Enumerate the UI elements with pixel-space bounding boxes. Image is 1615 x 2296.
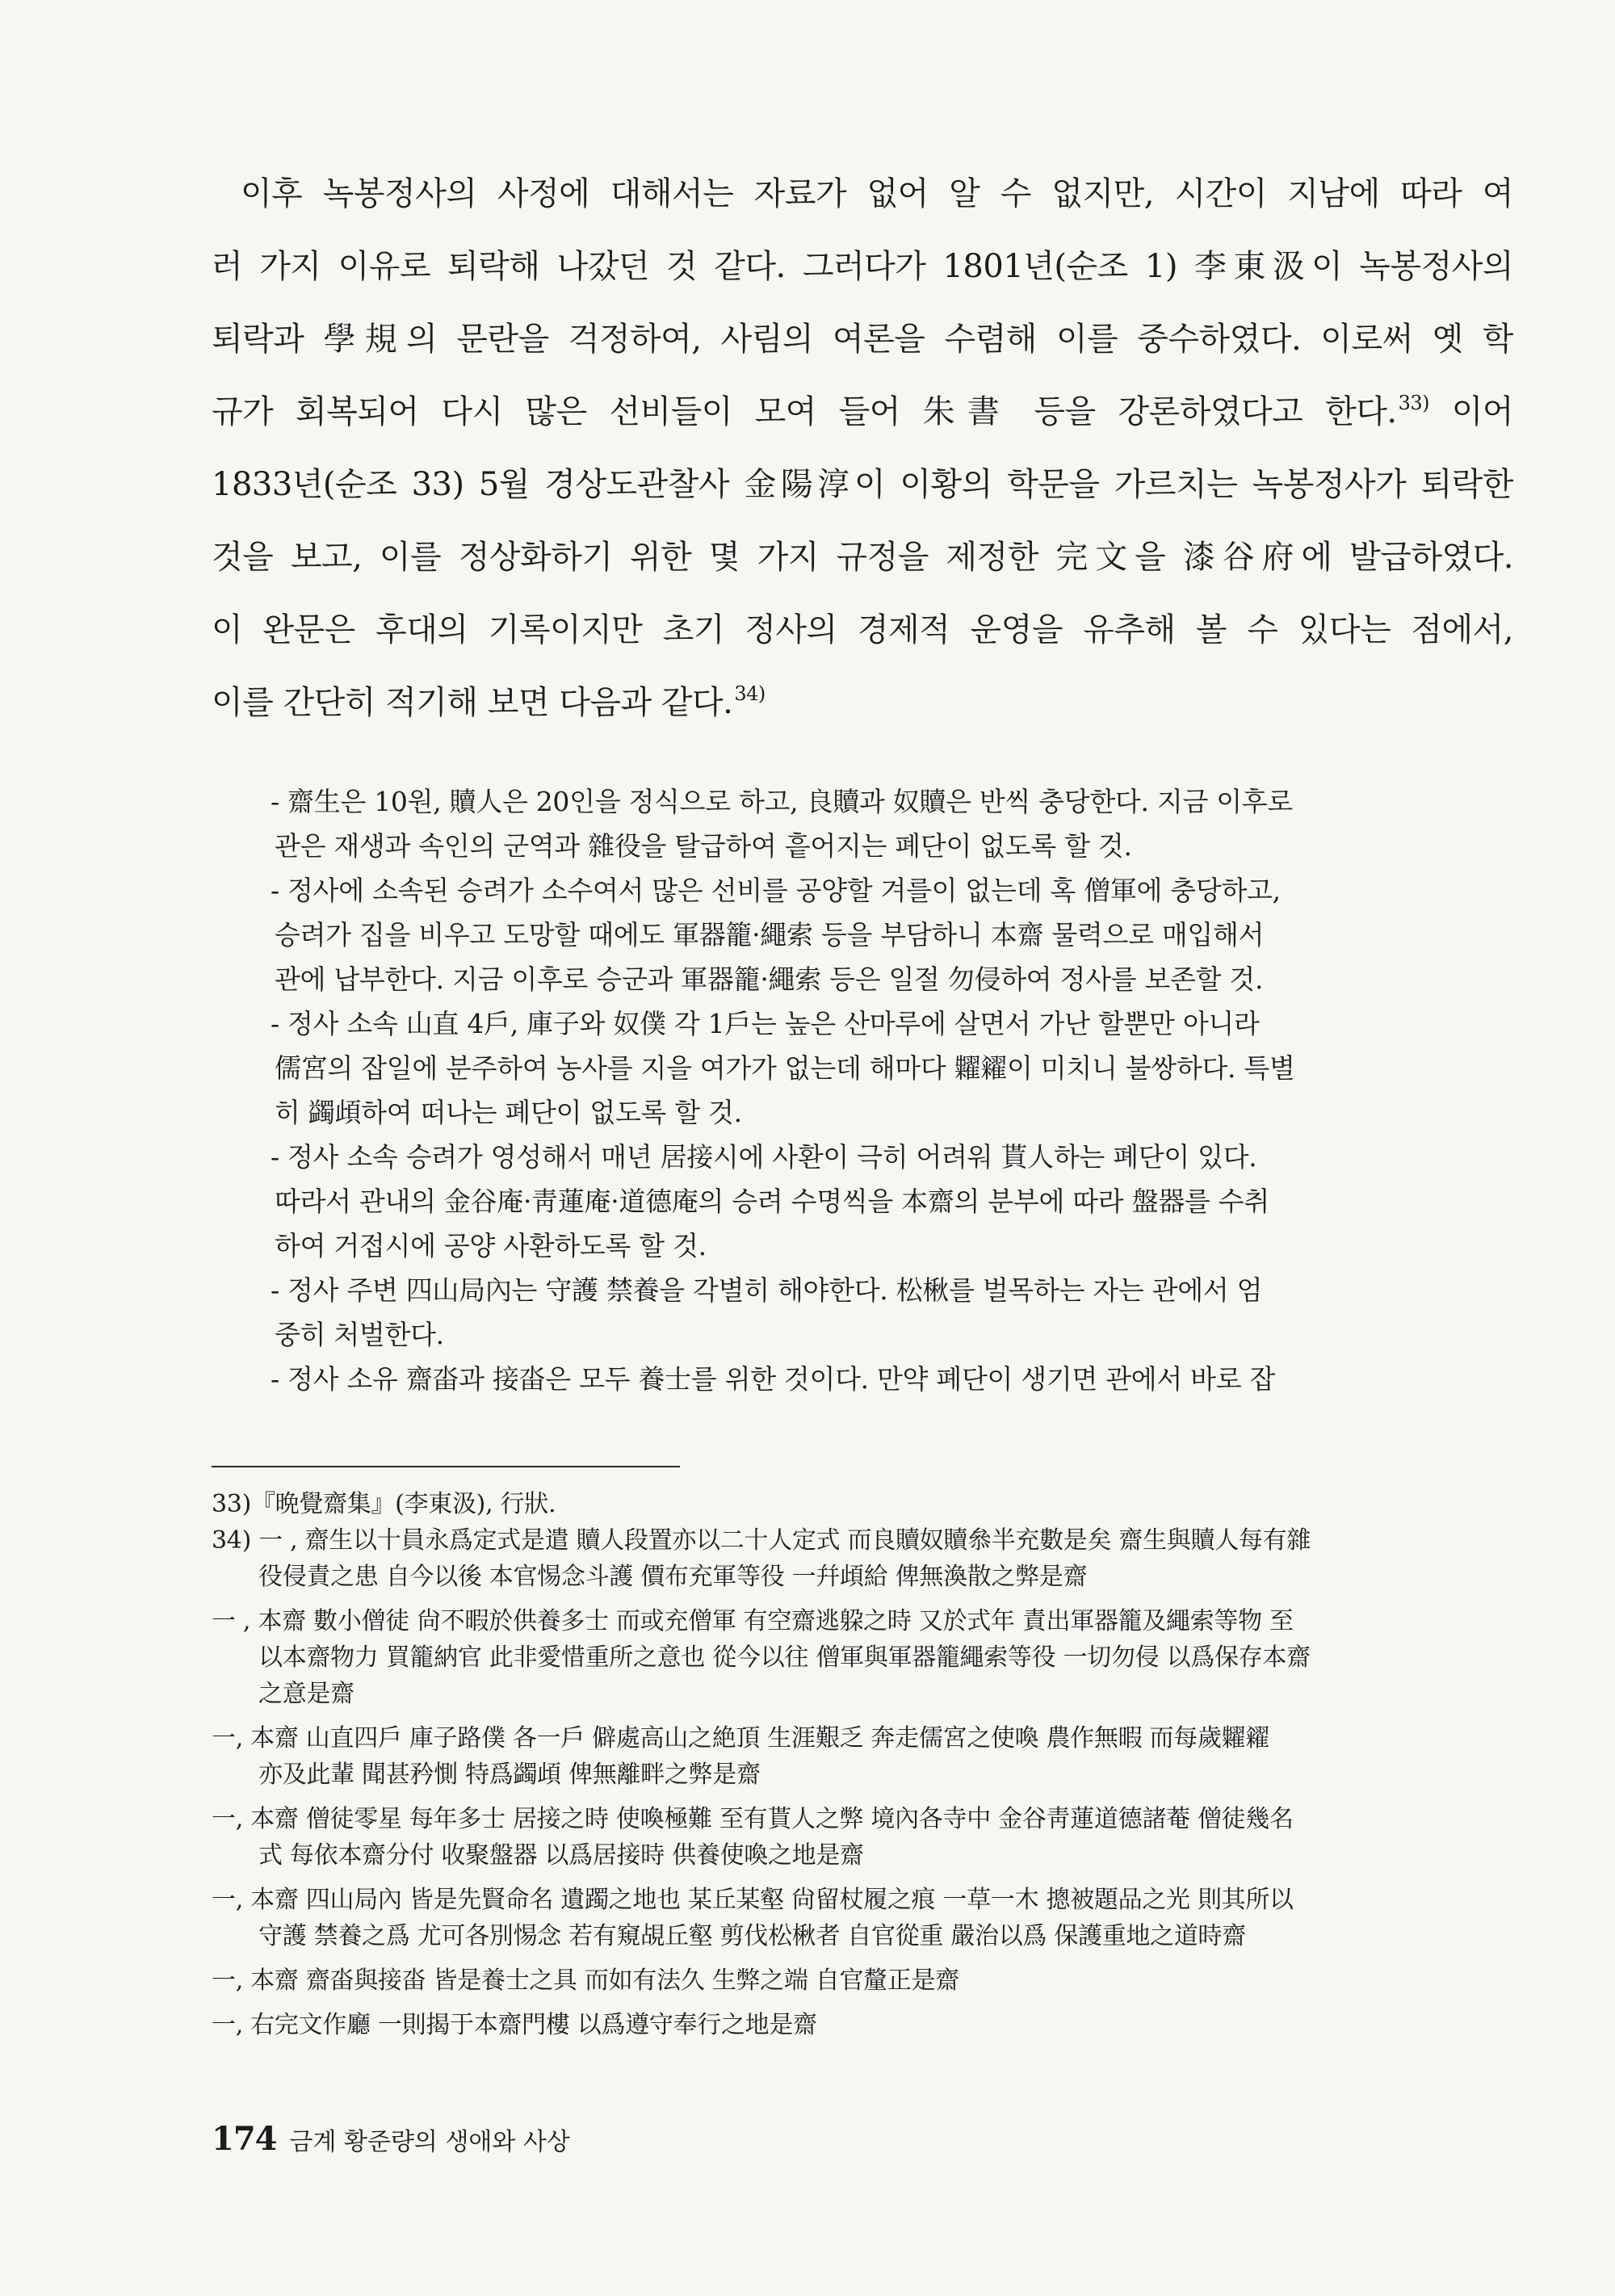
footnote-line: 33)『晩覺齋集』(李東汲), 行狀. [212, 1490, 556, 1518]
quote-line: 승려가 집을 비우고 도망할 때에도 軍器籠·繩索 등을 부담하니 本齋 물력으로 매입해서 [275, 919, 1265, 951]
footnote-spacer [212, 1712, 1536, 1720]
quote-line: - 정사 주변 四山局內는 守護 禁養을 각별히 해야한다. 松楸를 벌목하는 자는 관에서 엄 [271, 1274, 1263, 1306]
footnote-divider [212, 1466, 680, 1467]
footnote-line: 式 每依本齋分付 收聚盤器 以爲居接時 供養使喚之地是齋 [258, 1841, 864, 1870]
quote-line: 따라서 관내의 金谷庵·靑蓮庵·道德庵의 승려 수명씩을 本齋의 분부에 따라 盤器를 수취 [275, 1186, 1269, 1217]
quote-line: 하여 거접시에 공양 사환하도록 할 것. [275, 1230, 707, 1261]
footnote-ref-33: 33) [1398, 392, 1429, 414]
body-line: 이 완문은 후대의 기록이지만 초기 정사의 경제적 운영을 유추해 볼 수 있다는 점에서, [212, 611, 1513, 649]
body-line-text: 규가 회복되어 다시 많은 선비들이 모여 들어 朱書 등을 강론하였다고 한다. [212, 393, 1397, 430]
body-line: 퇴락과 學規의 문란을 걱정하여, 사림의 여론을 수렴해 이를 중수하였다. 이로써 옛 학 [212, 321, 1513, 358]
running-title: 금계 황준량의 생애와 사상 [289, 2128, 570, 2156]
footnote-spacer [212, 1954, 1536, 1962]
quote-line: - 정사 소속 山直 4戶, 庫子와 奴僕 각 1戶는 높은 산마루에 살면서 가난 할뿐만 아니라 [271, 1008, 1260, 1039]
footnote-line: 守護 禁養之爲 尤可各別惕念 若有窺覘丘壑 剪伐松楸者 自官從重 嚴治以爲 保護重地之道時齋 [258, 1922, 1246, 1950]
quote-line: 중히 처벌한다. [275, 1319, 444, 1350]
footnote-spacer [212, 1793, 1536, 1801]
quote-line: - 정사에 소속된 승려가 소수여서 많은 선비를 공양할 겨를이 없는데 혹 僧軍에 충당하고, [271, 875, 1281, 906]
footnote-line: 一, 本齋 四山局內 皆是先賢命名 遺躅之地也 某丘某壑 尙留杖履之痕 一草一木 摠被題品之光 則其所以 [212, 1886, 1294, 1914]
footnote-spacer [212, 1999, 1536, 2007]
page-number: 174 [212, 2120, 277, 2158]
footnote-line: 一 , 本齋 數小僧徒 尙不暇於供養多士 而或充僧軍 有空齋逃躱之時 又於式年 責出軍器籠及繩索等物 至 [212, 1607, 1294, 1635]
body-line: 러 가지 이유로 퇴락해 나갔던 것 같다. 그러다가 1801년(순조 1) 李東汲이 녹봉정사의 [212, 248, 1513, 285]
footnotes [212, 1486, 1536, 2043]
footnote-spacer [212, 1595, 1536, 1603]
footnote-line: 亦及此輩 聞甚矜惻 特爲蠲頉 俾無離畔之弊是齋 [258, 1761, 761, 1789]
quote-line: - 齋生은 10원, 贖人은 20인을 정식으로 하고, 良贖과 奴贖은 반씩 충당한다. 지금 이후로 [271, 786, 1293, 817]
footnote-line: 一, 本齋 山直四戶 庫子路僕 各一戶 僻處高山之絶頂 生涯艱乏 奔走儒宮之使喚 農作無暇 而每歲糶糴 [212, 1724, 1270, 1752]
footnote-line: 一, 本齋 僧徒零星 每年多士 居接之時 使喚極難 至有貰人之弊 境內各寺中 金谷靑蓮道德諸菴 僧徒幾名 [212, 1805, 1294, 1833]
footnote-line: 役侵責之患 自今以後 本官惕念斗護 價布充軍等役 一幷頉給 俾無渙散之弊是齋 [258, 1563, 1088, 1591]
page-footer [212, 2120, 570, 2158]
footnote-line: 34) 一 , 齋生以十員永爲定式是遣 贖人段置亦以二十人定式 而良贖奴贖叅半充數是矣 齋生與贖人每有雜 [212, 1526, 1311, 1555]
quote-line: 관은 재생과 속인의 군역과 雜役을 탈급하여 흩어지는 폐단이 없도록 할 것. [275, 830, 1132, 862]
body-line [212, 666, 1513, 739]
footnote-line: 一, 本齋 齋畓與接畓 皆是養士之具 而如有法久 生弊之端 自官釐正是齋 [212, 1967, 959, 1995]
quote-line: - 정사 소속 승려가 영성해서 매년 居接시에 사환이 극히 어려워 貰人하는 폐단이 있다. [271, 1141, 1257, 1173]
body-line: 이후 녹봉정사의 사정에 대해서는 자료가 없어 알 수 없지만, 시간이 지남에 따라 여 [241, 175, 1513, 212]
body-line: 1833년(순조 33) 5월 경상도관찰사 金陽淳이 이황의 학문을 가르치는 녹봉정사가 퇴락한 [212, 466, 1513, 503]
body-line [212, 376, 1513, 448]
footnote-line: 以本齋物力 買籠納官 此非愛惜重所之意也 從今以往 僧軍與軍器籠繩索等役 一切勿侵 以爲保存本齋 [258, 1643, 1311, 1672]
quote-line: 관에 납부한다. 지금 이후로 승군과 軍器籠·繩索 등은 일절 勿侵하여 정사를 보존할 것. [275, 963, 1264, 995]
quoted-regulations [271, 779, 1443, 1401]
body-text [212, 157, 1513, 739]
footnote-line: 之意是齋 [258, 1680, 354, 1708]
body-line-tail: 이어 [1428, 393, 1513, 430]
quote-line: - 정사 소유 齋畓과 接畓은 모두 養士를 위한 것이다. 만약 폐단이 생기면 관에서 바로 잡 [271, 1363, 1276, 1395]
footnote-spacer [212, 1874, 1536, 1882]
quote-line: 히 蠲頉하여 떠나는 폐단이 없도록 할 것. [275, 1097, 742, 1128]
quote-line: 儒宮의 잡일에 분주하여 농사를 지을 여가가 없는데 해마다 糶糴이 미치니 불쌍하다. 특별 [275, 1052, 1295, 1084]
footnote-ref-34: 34) [734, 682, 766, 705]
footnote-line: 一, 右完文作廳 一則揭于本齋門樓 以爲遵守奉行之地是齋 [212, 2011, 817, 2039]
body-line-text: 이를 간단히 적기해 보면 다음과 같다. [212, 684, 733, 721]
body-line: 것을 보고, 이를 정상화하기 위한 몇 가지 규정을 제정한 完文을 漆谷府에 발급하였다. [212, 539, 1513, 576]
